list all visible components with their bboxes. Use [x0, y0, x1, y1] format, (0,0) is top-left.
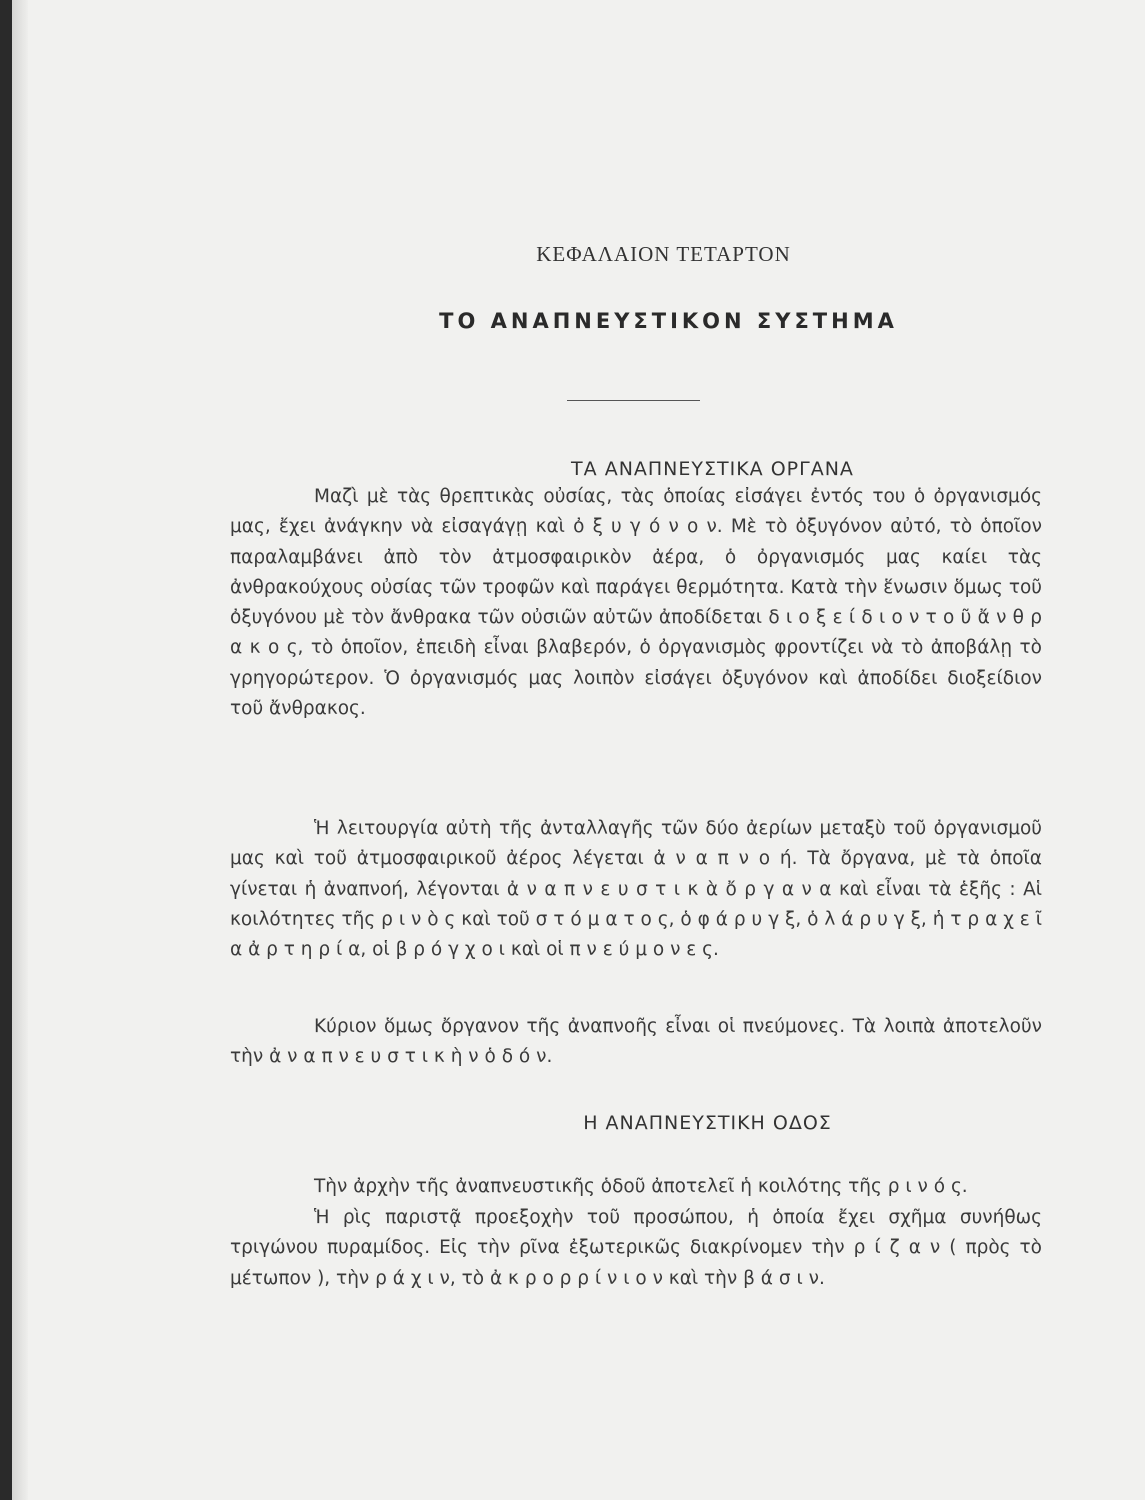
- paragraph: Ἡ ρὶς παριστᾷ προεξοχὴν τοῦ προσώπου, ἡ ὁποία ἔχει σχῆμα συνήθως τριγώνου πυραμίδος. Εἰς τὴν ρῖνα ἐξωτερικῶς διακρίνομεν τὴν ρ ί ζ α ν ( πρὸς τὸ μέτωπον ), τὴν ρ ά χ ι ν, τὸ ἀ κ ρ ο ρ ρ ί ν ι ο ν καὶ τὴν β ά σ ι ν.: [230, 1207, 1042, 1289]
- divider-rule: [567, 400, 700, 401]
- chapter-label: ΚΕΦΑΛΑΙΟΝ ΤΕΤΑΡΤΟΝ: [536, 242, 791, 266]
- chapter-title: ΤΟ ΑΝΑΠΝΕΥΣΤΙΚΟΝ ΣΥΣΤΗΜΑ: [439, 309, 898, 333]
- paragraph: Τὴν ἀρχὴν τῆς ἀναπνευστικῆς ὁδοῦ ἀποτελεῖ ἡ κοιλότης τῆς ρ ι ν ό ς.: [314, 1176, 968, 1197]
- paragraph: Κύριον ὅμως ὄργανον τῆς ἀναπνοῆς εἶναι οἱ πνεύμονες. Τὰ λοιπὰ ἀποτελοῦν τὴν ἀ ν α π ν ε υ σ τ ι κ ὴ ν ὁ δ ό ν.: [230, 1016, 1042, 1068]
- paragraph: Ἡ λειτουργία αὐτὴ τῆς ἀνταλλαγῆς τῶν δύο ἀερίων μεταξὺ τοῦ ὀργανισμοῦ μας καὶ τοῦ ἀτμοσφαιρικοῦ ἀέρος λέγεται ἀ ν α π ν ο ή. Τὰ ὄργανα, μὲ τὰ ὁποῖα γίνεται ἡ ἀναπνοή, λέγονται ἀ ν α π ν ε υ σ τ ι κ ὰ ὄ ρ γ α ν α καὶ εἶναι τὰ ἑξῆς : Αἱ κοιλότητες τῆς ρ ι ν ὸ ς καὶ τοῦ σ τ ό μ α τ ο ς, ὁ φ ά ρ υ γ ξ, ὁ λ ά ρ υ γ ξ, ἡ τ ρ α χ ε ῖ α ἀ ρ τ η ρ ί α, οἱ β ρ ό γ χ ο ι καὶ οἱ π ν ε ύ μ ο ν ε ς.: [230, 818, 1042, 961]
- paragraph: Μαζὶ μὲ τὰς θρεπτικὰς οὐσίας, τὰς ὁποίας εἰσάγει ἐντός του ὁ ὀργανισμός μας, ἔχει ἀνάγκην νὰ εἰσαγάγῃ καὶ ὀ ξ υ γ ό ν ο ν. Μὲ τὸ ὀξυγόνον αὐτό, τὸ ὁποῖον παραλαμβάνει ἀπὸ τὸν ἀτμοσφαιρικὸν ἀέρα, ὁ ὀργανισμός μας καίει τὰς ἀνθρακούχους οὐσίας τῶν τροφῶν καὶ παράγει θερμότητα. Κατὰ τὴν ἕνωσιν ὅμως τοῦ ὀξυγόνου μὲ τὸν ἄνθρακα τῶν οὐσιῶν αὐτῶν ἀποδίδεται δ ι ο ξ ε ί δ ι ο ν τ ο ῦ ἄ ν θ ρ α κ ο ς, τὸ ὁποῖον, ἐπειδὴ εἶναι βλαβερόν, ὁ ὀργανισμὸς φροντίζει νὰ τὸ ἀποβάλῃ τὸ γρηγορώτερον. Ὁ ὀργανισμός μας λοιπὸν εἰσάγει ὀξυγόνον καὶ ἀποδίδει διοξείδιον τοῦ ἄνθρακος.: [230, 486, 1042, 720]
- section-heading-respiratory-tract: Η ΑΝΑΠΝΕΥΣΤΙΚΗ ΟΔΟΣ: [583, 1112, 832, 1134]
- section-heading-respiratory-organs: ΤΑ ΑΝΑΠΝΕΥΣΤΙΚΑ ΟΡΓΑΝΑ: [571, 458, 854, 480]
- document-page: [12, 0, 1145, 1500]
- scan-edge: [12, 0, 28, 1500]
